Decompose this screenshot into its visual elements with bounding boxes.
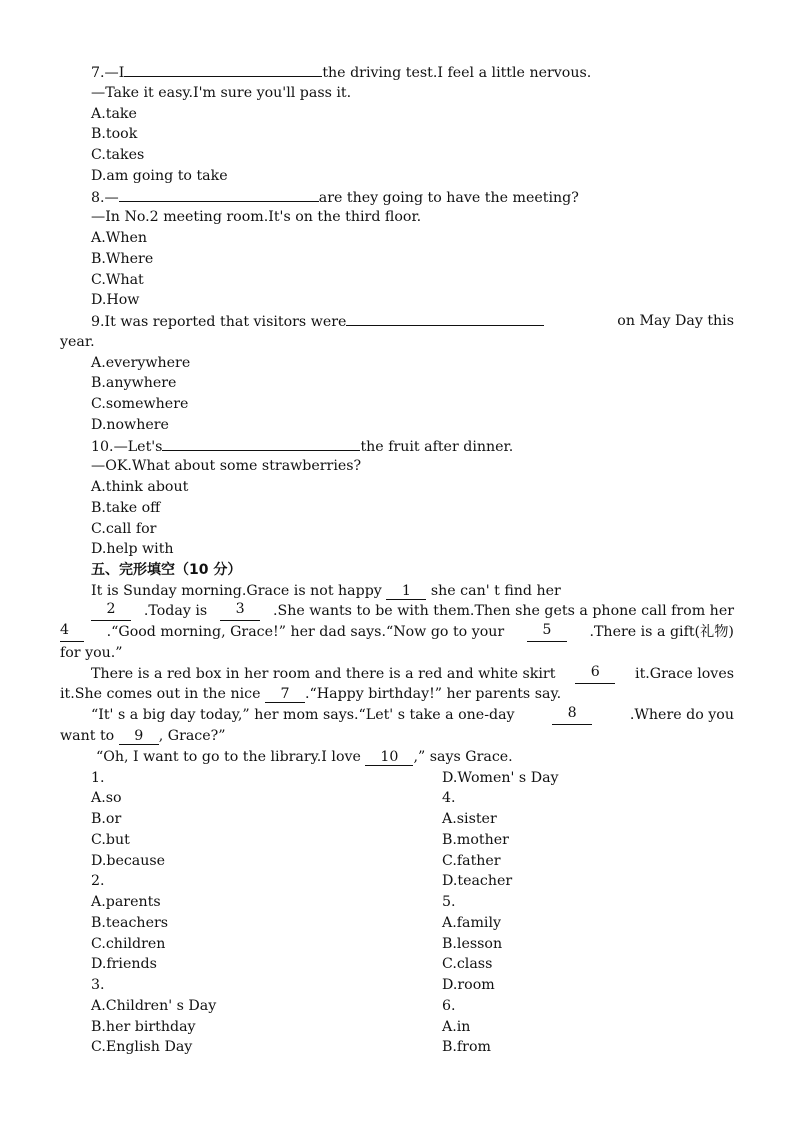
cloze-paragraph-3-line-2: want to 9 , Grace?”	[60, 728, 226, 744]
cloze-option-6a[interactable]: A.in	[442, 1019, 471, 1035]
option-10a[interactable]: A.think about	[91, 479, 189, 495]
option-10c[interactable]: C.call for	[91, 521, 157, 537]
cloze-options-label-2: 2.	[91, 873, 105, 889]
cloze-options-label-5: 5.	[442, 894, 456, 910]
cloze-blank-8[interactable]: 8	[552, 705, 592, 725]
question-9-prompt: 9.It was reported that visitors were on May Day this	[91, 313, 734, 330]
option-10b[interactable]: B.take off	[91, 500, 161, 516]
cloze-paragraph-1-line-2: 2 .Today is 3 .She wants to be with them.Then she gets a phone call from her	[91, 601, 734, 621]
option-7b[interactable]: B.took	[91, 126, 138, 142]
option-10d[interactable]: D.help with	[91, 541, 174, 557]
cloze-paragraph-2-line-2: it.She comes out in the nice 7 .“Happy birthday!” her parents say.	[60, 686, 562, 702]
cloze-blank-9[interactable]: 9	[119, 728, 159, 745]
cloze-paragraph-2-line-1: There is a red box in her room and there is a red and white skirt 6 it.Grace loves	[91, 664, 734, 682]
cloze-paragraph-1-line-1: It is Sunday morning.Grace is not happy 1 she can' t find her	[91, 583, 561, 599]
option-7c[interactable]: C.takes	[91, 147, 145, 163]
cloze-options-label-4: 4.	[442, 790, 456, 806]
cloze-blank-1[interactable]: 1	[386, 583, 426, 600]
question-9-continuation: year.	[60, 334, 95, 350]
answer-blank-10[interactable]	[162, 436, 360, 451]
cloze-option-2b[interactable]: B.teachers	[91, 915, 169, 931]
option-8b[interactable]: B.Where	[91, 251, 154, 267]
cloze-option-3b[interactable]: B.her birthday	[91, 1019, 196, 1035]
cloze-option-4d[interactable]: D.teacher	[442, 873, 513, 889]
cloze-option-4c[interactable]: C.father	[442, 853, 501, 869]
option-9d[interactable]: D.nowhere	[91, 417, 169, 433]
cloze-blank-6[interactable]: 6	[575, 664, 615, 684]
cloze-blank-10[interactable]: 10	[365, 749, 413, 766]
option-9c[interactable]: C.somewhere	[91, 396, 189, 412]
cloze-option-2c[interactable]: C.children	[91, 936, 166, 952]
cloze-paragraph-1-line-3: 4 .“Good morning, Grace!” her dad says.“Now go to your 5 .There is a gift(礼物)	[60, 622, 734, 640]
option-9a[interactable]: A.everywhere	[91, 355, 191, 371]
answer-blank-7[interactable]	[124, 62, 322, 77]
cloze-option-5d[interactable]: D.room	[442, 977, 495, 993]
question-7-prompt: 7.—I the driving test.I feel a little nervous.	[91, 62, 591, 83]
cloze-options-label-1: 1.	[91, 770, 105, 786]
cloze-options-label-6: 6.	[442, 998, 456, 1014]
cloze-blank-5[interactable]: 5	[527, 622, 567, 642]
cloze-option-1a[interactable]: A.so	[91, 790, 122, 806]
cloze-option-1b[interactable]: B.or	[91, 811, 122, 827]
answer-blank-9[interactable]	[346, 311, 544, 326]
cloze-blank-2[interactable]: 2	[91, 601, 131, 621]
question-10-prompt: 10.—Let's the fruit after dinner.	[91, 436, 513, 457]
cloze-option-6b[interactable]: B.from	[442, 1039, 491, 1055]
cloze-option-2d[interactable]: D.friends	[91, 956, 157, 972]
cloze-option-1d[interactable]: D.because	[91, 853, 166, 869]
question-7-reply: —Take it easy.I'm sure you'll pass it.	[91, 85, 352, 101]
option-7a[interactable]: A.take	[91, 106, 137, 122]
cloze-option-3d[interactable]: D.Women' s Day	[442, 770, 559, 786]
option-8c[interactable]: C.What	[91, 272, 144, 288]
cloze-blank-3[interactable]: 3	[220, 601, 260, 621]
option-8d[interactable]: D.How	[91, 292, 140, 308]
cloze-paragraph-3-line-1: “It' s a big day today,” her mom says.“Let' s take a one-day 8 .Where do you	[91, 705, 734, 723]
question-8-reply: —In No.2 meeting room.It's on the third floor.	[91, 209, 422, 225]
section-heading-cloze: 五、完形填空（10 分）	[91, 562, 242, 578]
cloze-option-4b[interactable]: B.mother	[442, 832, 509, 848]
cloze-option-2a[interactable]: A.parents	[91, 894, 161, 910]
cloze-option-5a[interactable]: A.family	[442, 915, 502, 931]
answer-blank-8[interactable]	[119, 187, 319, 202]
question-8-prompt: 8.— are they going to have the meeting?	[91, 187, 579, 208]
cloze-option-5c[interactable]: C.class	[442, 956, 493, 972]
cloze-option-4a[interactable]: A.sister	[442, 811, 497, 827]
cloze-blank-7[interactable]: 7	[265, 686, 305, 703]
cloze-options-label-3: 3.	[91, 977, 105, 993]
question-10-reply: —OK.What about some strawberries?	[91, 458, 362, 474]
cloze-option-3a[interactable]: A.Children' s Day	[91, 998, 217, 1014]
cloze-option-5b[interactable]: B.lesson	[442, 936, 503, 952]
option-7d[interactable]: D.am going to take	[91, 168, 228, 184]
cloze-option-1c[interactable]: C.but	[91, 832, 130, 848]
cloze-paragraph-4-line-1: “Oh, I want to go to the library.I love 10 ,” says Grace.	[96, 749, 513, 765]
cloze-blank-4[interactable]: 4	[60, 622, 84, 642]
cloze-option-3c[interactable]: C.English Day	[91, 1039, 193, 1055]
option-9b[interactable]: B.anywhere	[91, 375, 177, 391]
cloze-paragraph-1-line-4: for you.”	[60, 645, 123, 661]
option-8a[interactable]: A.When	[91, 230, 148, 246]
